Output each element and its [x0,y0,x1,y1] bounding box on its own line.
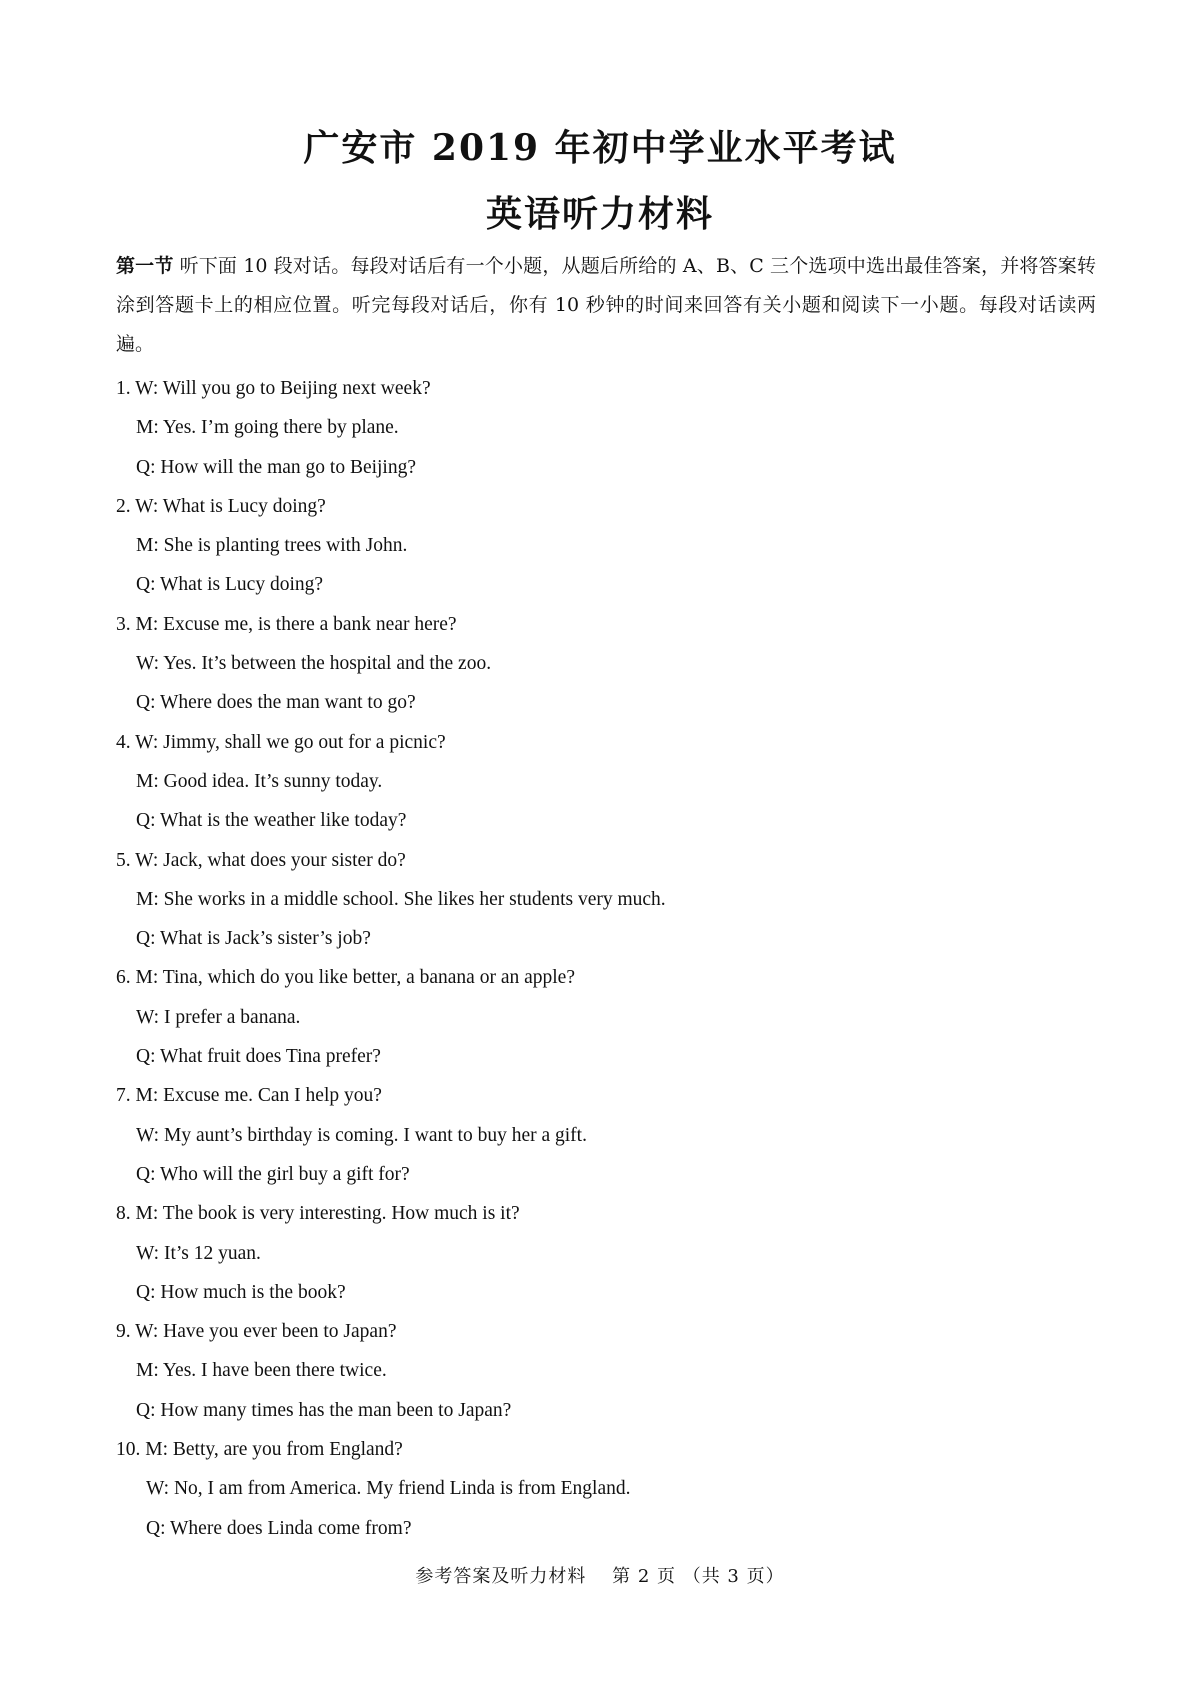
dialogue-item [116,1312,1096,1430]
dialogue-first-line: 1. W: Will you go to Beijing next week? [116,378,431,399]
dialogue-first-line: 4. W: Jimmy, shall we go out for a picnic? [116,731,446,753]
dialogue-question: Q: How many times has the man been to Japan? [136,1399,512,1421]
dialogue-second-line: M: Yes. I’m going there by plane. [136,417,399,439]
dialogue-first-line: 5. W: Jack, what does your sister do? [116,849,406,871]
section-label: 第一节 [116,255,174,277]
dialogue-question: Q: What fruit does Tina prefer? [136,1046,381,1068]
dialogue-first-line: 7. M: Excuse me. Can I help you? [116,1085,382,1107]
instructions-text: 听下面 10 段对话。每段对话后有一个小题，从题后所给的 A、B、C 三个选项中选出最佳答案，并将答案转涂到答题卡上的相应位置。听完每段对话后，你有 10 秒钟的时间来回答有关小题和阅读下一小题。每段对话读两遍。 [116,255,1096,355]
dialogue-second-line: M: Yes. I have been there twice. [136,1360,387,1382]
dialogue-second-line: W: I prefer a banana. [136,1006,301,1028]
dialogue-second-line: W: It’s 12 yuan. [136,1242,261,1264]
dialogue-question: Q: Who will the girl buy a gift for? [136,1163,410,1185]
dialogue-question: Q: How will the man go to Beijing? [136,456,417,478]
document-title: 广安市 2019 年初中学业水平考试 [303,127,897,169]
dialogue-item [116,1430,1096,1548]
dialogue-item [116,1194,1096,1312]
dialogue-question: Q: What is Jack’s sister’s job? [136,928,371,950]
section-instructions [116,247,1096,364]
dialogue-second-line: W: No, I am from America. My friend Linda is from England. [146,1478,631,1500]
dialogue-list [116,369,1096,1548]
dialogue-item [116,723,1096,841]
dialogue-second-line: W: Yes. It’s between the hospital and the zoo. [136,653,492,675]
dialogue-item [116,487,1096,605]
dialogue-question: Q: Where does the man want to go? [136,692,416,714]
dialogue-first-line: 10. M: Betty, are you from England? [116,1439,403,1461]
dialogue-second-line: M: She is planting trees with John. [136,535,408,557]
dialogue-second-line: M: Good idea. It’s sunny today. [136,770,383,792]
page-footer: 参考答案及听力材料 第 2 页 （共 3 页） [415,1566,785,1587]
dialogue-first-line: 6. M: Tina, which do you like better, a banana or an apple? [116,967,575,989]
dialogue-first-line: 3. M: Excuse me, is there a bank near here? [116,613,457,635]
dialogue-first-line: 2. W: What is Lucy doing? [116,495,326,517]
dialogue-question: Q: What is the weather like today? [136,810,407,832]
dialogue-item [116,841,1096,959]
document-subtitle: 英语听力材料 [485,194,714,235]
dialogue-item [116,369,1096,487]
dialogue-item [116,958,1096,1076]
dialogue-first-line: 8. M: The book is very interesting. How much is it? [116,1203,520,1225]
dialogue-question: Q: What is Lucy doing? [136,574,324,596]
dialogue-item [116,1076,1096,1194]
dialogue-question: Q: Where does Linda come from? [146,1517,412,1539]
dialogue-question: Q: How much is the book? [136,1281,346,1303]
dialogue-first-line: 9. W: Have you ever been to Japan? [116,1321,397,1343]
dialogue-second-line: M: She works in a middle school. She likes her students very much. [136,888,666,910]
dialogue-item [116,605,1096,723]
dialogue-second-line: W: My aunt’s birthday is coming. I want to buy her a gift. [136,1124,587,1146]
